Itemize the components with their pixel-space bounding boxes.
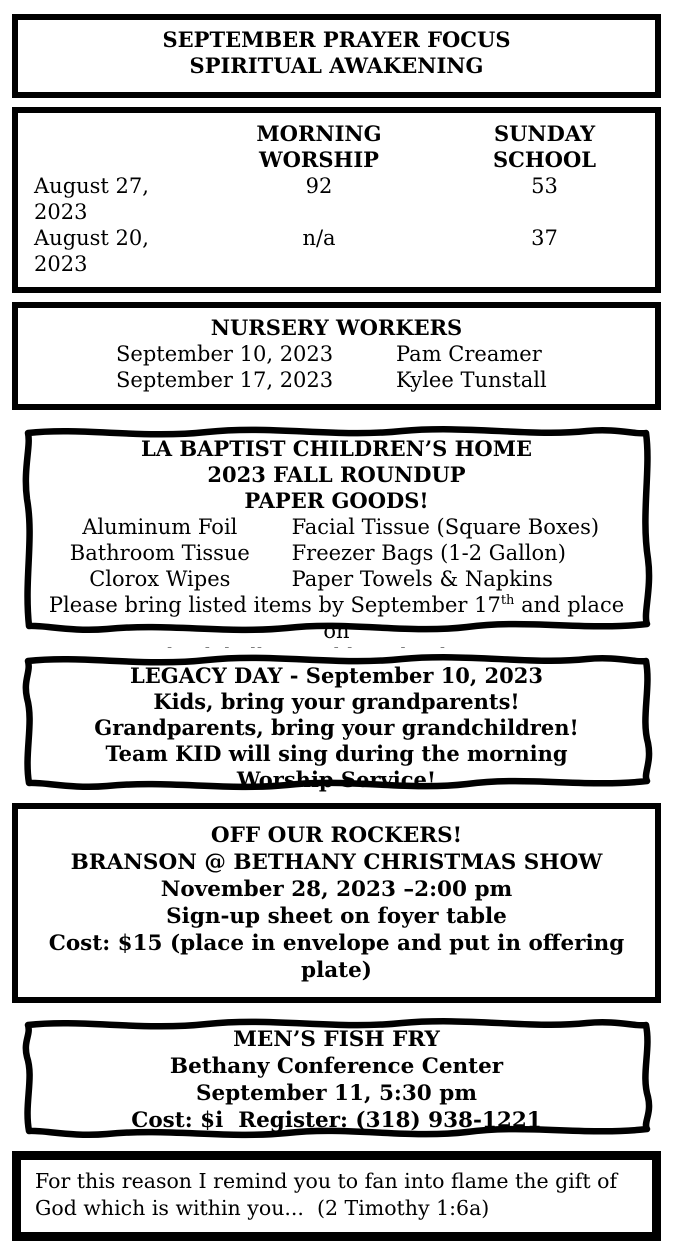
attendance-morning-count: n/a — [302, 226, 336, 250]
nursery-date: September 17, 2023 — [116, 368, 334, 392]
nursery-worker-name: Kylee Tunstall — [396, 368, 547, 392]
goods-item: Aluminum Foil — [82, 515, 238, 539]
attendance-col-sunday-school: SUNDAY SCHOOL — [492, 121, 597, 172]
fish-fry-content — [12, 1012, 661, 1147]
prayer-focus-subtitle: SPIRITUAL AWAKENING — [189, 53, 484, 78]
attendance-header-row — [34, 121, 645, 173]
fish-fry-date: September 11, 5:30 pm — [195, 1081, 478, 1106]
off-our-rockers-section — [12, 803, 661, 1003]
children-home-title: LA BAPTIST CHILDREN’S HOME — [141, 436, 532, 461]
children-home-subtitle: 2023 FALL ROUNDUP — [207, 462, 466, 487]
nursery-workers-section — [12, 302, 661, 410]
note-text: and place on — [323, 593, 625, 643]
rockers-subtitle: BRANSON @ BETHANY CHRISTMAS SHOW — [70, 850, 603, 875]
rockers-title: OFF OUR ROCKERS! — [210, 823, 463, 848]
goods-item: Freezer Bags (1-2 Gallon) — [291, 541, 566, 565]
rockers-signup-note: Sign-up sheet on foyer table — [166, 904, 507, 929]
table-row — [116, 367, 645, 393]
fish-fry-location: Bethany Conference Center — [169, 1054, 504, 1079]
fish-fry-title: MEN’S FISH FRY — [233, 1027, 440, 1052]
note-text: Please bring listed items by September 17 — [48, 593, 501, 617]
nursery-date: September 10, 2023 — [116, 342, 334, 366]
attendance-col-morning-worship: MORNING WORSHIP — [256, 121, 382, 172]
goods-item: Bathroom Tissue — [69, 541, 250, 565]
legacy-day-title: LEGACY DAY - September 10, 2023 — [129, 663, 543, 688]
goods-item: Facial Tissue (Square Boxes) — [291, 515, 600, 539]
prayer-focus-section — [12, 14, 661, 98]
table-row — [116, 341, 645, 367]
scripture-section — [12, 1151, 661, 1241]
prayer-focus-title: SEPTEMBER PRAYER FOCUS — [162, 27, 511, 52]
legacy-day-section — [12, 648, 661, 794]
attendance-section — [12, 107, 661, 293]
attendance-header-spacer — [34, 121, 194, 173]
legacy-day-line: Team KID will sing during the morning — [105, 741, 568, 766]
legacy-day-line: Grandparents, bring your grandchildren! — [94, 715, 579, 740]
nursery-workers-title: NURSERY WORKERS — [210, 315, 463, 340]
list-item — [42, 540, 631, 566]
children-home-note-line1 — [42, 592, 631, 644]
rockers-date: November 28, 2023 –2:00 pm — [160, 877, 513, 902]
legacy-day-line: Worship Service! — [236, 767, 437, 792]
children-home-content — [12, 419, 661, 683]
children-home-goods-title: PAPER GOODS! — [244, 488, 429, 513]
attendance-morning-count: 92 — [305, 174, 333, 198]
list-item — [42, 566, 631, 592]
goods-item: Clorox Wipes — [89, 567, 231, 591]
fish-fry-cost-register: Cost: $i Register: (318) 938-1221 — [131, 1108, 542, 1133]
nursery-worker-name: Pam Creamer — [396, 342, 542, 366]
rockers-cost-note: Cost: $15 (place in envelope and put in offering plate) — [48, 931, 625, 983]
table-row — [34, 225, 645, 277]
attendance-date: August 27, 2023 — [34, 174, 149, 224]
goods-item: Paper Towels & Napkins — [291, 567, 553, 591]
legacy-day-content — [12, 648, 661, 806]
fish-fry-section — [12, 1012, 661, 1142]
attendance-sunday-count: 37 — [531, 226, 558, 250]
attendance-sunday-count: 53 — [531, 174, 558, 198]
list-item — [42, 514, 631, 540]
ordinal-suffix: th — [500, 593, 515, 608]
children-home-section — [12, 419, 661, 643]
table-row — [34, 173, 645, 225]
scripture-verse: For this reason I remind you to fan into flame the gift of God which is within you... (2 Timothy 1:6a) — [35, 1169, 624, 1220]
legacy-day-line: Kids, bring your grandparents! — [153, 689, 520, 714]
attendance-date: August 20, 2023 — [34, 226, 149, 276]
